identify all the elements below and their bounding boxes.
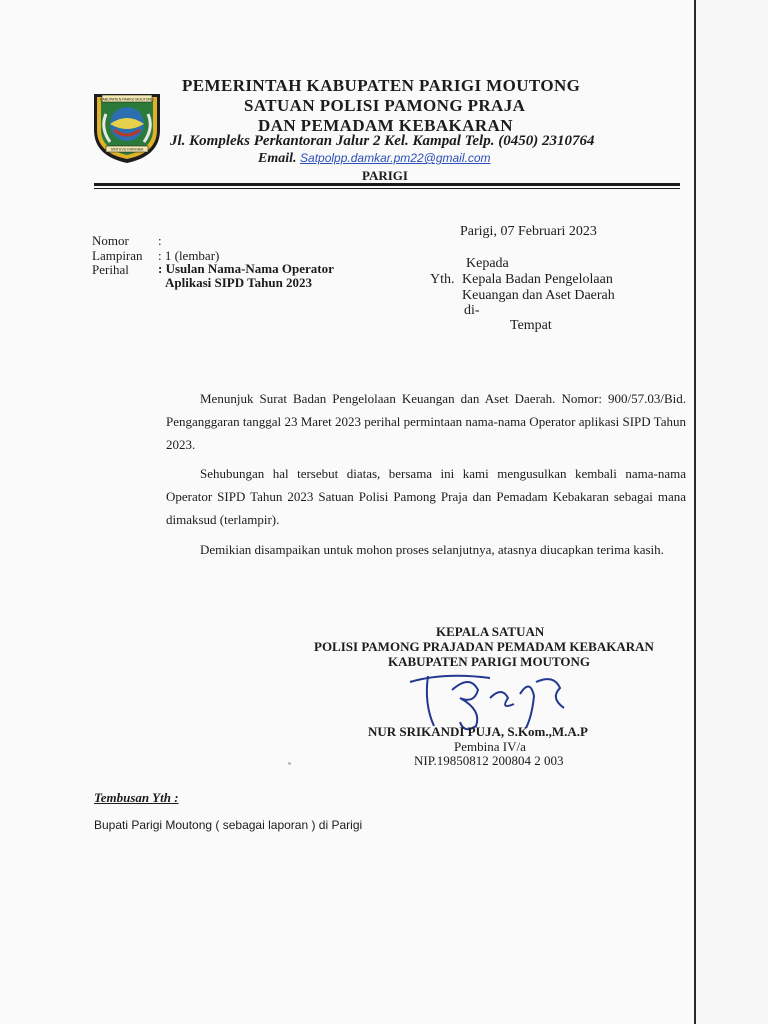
svg-text:SINTUVU KAROBIA: SINTUVU KAROBIA [110,147,144,152]
letterhead-rule-thick [94,183,680,186]
recipient-line1: Kepala Badan Pengelolaan [462,272,613,287]
perihal-label: Perihal [92,262,129,277]
scan-speck [288,762,291,765]
tembusan-title: Tembusan Yth : [94,790,179,805]
scan-margin [696,0,768,1024]
signatory-nip: NIP.19850812 200804 2 003 [414,753,564,768]
letterhead-rule-thin [94,188,680,189]
paragraph-1-text: Menunjuk Surat Badan Pengelolaan Keuangan dan Aset Daerah. Nomor: 900/57.03/Bid. Penganggaran tanggal 23 Maret 2023 perihal permintaan nama-nama Operator aplikasi SIPD Tahun 2023. [166,391,686,452]
signatory-title3: KABUPATEN PARIGI MOUTONG [388,654,590,669]
nomor-label: Nomor [92,233,129,248]
paragraph-2-text: Sehubungan hal tersebut diatas, bersama ini kami mengusulkan kembali nama-nama Operator SIPD Tahun 2023 Satuan Polisi Pamong Praja dan Pemadam Kebakaran sebagai mana dimaksud (terlampir). [166,466,686,527]
regency-emblem [88,86,166,164]
recipient-yth: Yth. [430,272,455,287]
signatory-title1: KEPALA SATUAN [436,624,545,639]
perihal-line1: : Usulan Nama-Nama Operator [158,261,334,276]
perihal-line2: Aplikasi SIPD Tahun 2023 [165,275,313,290]
nomor-value: : [158,233,162,248]
recipient-line2: Keuangan dan Aset Daerah [462,288,615,303]
lampiran-label: Lampiran [92,248,143,263]
letterhead-city: PARIGI [362,168,408,183]
email-label: Email. [258,151,297,166]
signatory-title2: POLISI PAMONG PRAJADAN PEMADAM KEBAKARAN [314,639,654,654]
svg-text:KABUPATEN PARIGI MOUTONG: KABUPATEN PARIGI MOUTONG [100,97,154,102]
lampiran-value: : 1 (lembar) [158,248,220,263]
body-paragraph-3 [166,538,686,561]
recipient-kepada: Kepada [466,256,509,271]
signatory-name: NUR SRIKANDI PUJA, S.Kom.,M.A.P [368,724,588,739]
paragraph-3-text: Demikian disampaikan untuk mohon proses selanjutnya, atasnya diucapkan terima kasih. [200,542,664,557]
email-link[interactable]: Satpolpp.damkar.pm22@gmail.com [300,151,491,165]
recipient-tempat: Tempat [510,318,552,333]
letterhead-address: Jl. Kompleks Perkantoran Jalur 2 Kel. Kampal Telp. (0450) 2310764 [170,133,595,149]
signatory-rank: Pembina IV/a [454,739,526,754]
letter-date: Parigi, 07 Februari 2023 [460,224,597,239]
letterhead-line2: SATUAN POLISI PAMONG PRAJA [244,96,526,115]
letterhead-line1: PEMERINTAH KABUPATEN PARIGI MOUTONG [182,76,581,95]
letterhead-line3: DAN PEMADAM KEBAKARAN [258,116,513,135]
letterhead-email-line [258,151,491,167]
body-paragraph-1 [166,387,686,456]
recipient-di: di- [464,303,480,318]
tembusan-item: Bupati Parigi Moutong ( sebagai laporan ) di Parigi [94,818,363,832]
body-paragraph-2 [166,462,686,531]
